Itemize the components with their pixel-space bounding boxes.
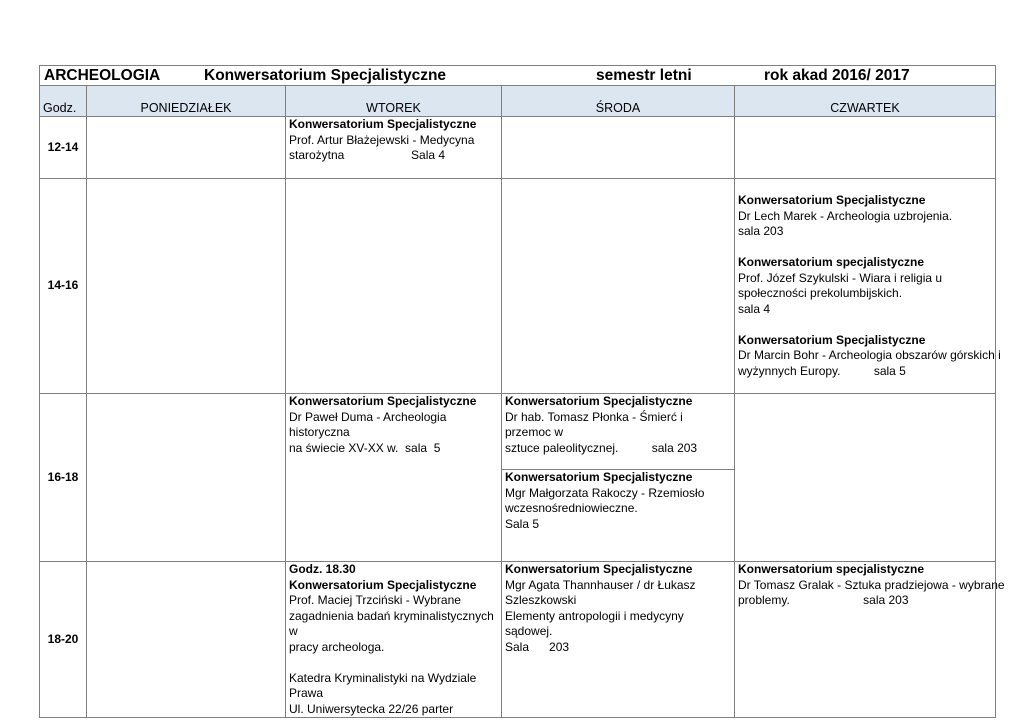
class-line: Ul. Uniwersytecka 22/26 parter bbox=[289, 701, 454, 716]
class-title: Konwersatorium Specjalistyczne bbox=[738, 332, 926, 347]
header-monday: PONIEDZIAŁEK bbox=[87, 86, 286, 117]
time-cell: 18-20 bbox=[40, 562, 87, 718]
class-line: Szleszkowski bbox=[505, 593, 577, 607]
class-line: wyżynnych Europy. sala 5 bbox=[738, 363, 906, 378]
class-line: Dr hab. Tomasz Płonka - Śmierć i przemoc w bbox=[505, 409, 683, 439]
empty-cell bbox=[502, 117, 735, 179]
class-title: Konwersatorium specjalistyczne bbox=[738, 562, 925, 576]
class-cell bbox=[286, 562, 502, 718]
class-cell bbox=[735, 179, 1001, 394]
class-cell bbox=[735, 562, 1005, 718]
class-line: Dr Lech Marek - Archeologia uzbrojenia. bbox=[738, 208, 953, 223]
title-cell bbox=[40, 66, 996, 86]
academic-year: rok akad 2016/ 2017 bbox=[764, 67, 910, 84]
class-line: Sala 203 bbox=[505, 639, 570, 654]
empty-cell bbox=[87, 562, 286, 718]
class-cell bbox=[286, 394, 502, 562]
class-line: Sala 5 bbox=[505, 516, 540, 531]
class-line: Prof. Maciej Trzciński - Wybrane bbox=[289, 593, 461, 607]
header-wednesday: ŚRODA bbox=[502, 86, 735, 117]
class-line: Mgr Agata Thannhauser / dr Łukasz bbox=[505, 577, 696, 592]
row-18-20 bbox=[40, 562, 996, 718]
class-line: starożytna Sala 4 bbox=[289, 148, 446, 162]
class-line: problemy. sala 203 bbox=[738, 593, 909, 607]
class-line: Katedra Kryminalistyki na Wydziale Prawa bbox=[289, 670, 477, 700]
class-line: Dr Marcin Bohr - Archeologia obszarów górskich i bbox=[738, 348, 1001, 362]
class-line: Mgr Małgorzata Rakoczy - Rzemiosło bbox=[505, 485, 705, 500]
dept-title: ARCHEOLOGIA bbox=[44, 67, 161, 84]
time-cell: 16-18 bbox=[40, 394, 87, 562]
class-cell bbox=[286, 117, 502, 179]
class-cell bbox=[502, 394, 735, 470]
class-line: zagadnienia badań kryminalistycznych w bbox=[289, 608, 494, 638]
class-line: Dr Paweł Duma - Archeologia historyczna bbox=[289, 409, 447, 439]
class-line: Prof. Artur Błażejewski - Medycyna bbox=[289, 132, 475, 147]
header-row bbox=[40, 86, 996, 117]
time-cell: 12-14 bbox=[40, 117, 87, 179]
class-line: sala 203 bbox=[738, 224, 784, 238]
empty-cell bbox=[87, 179, 286, 394]
empty-cell bbox=[735, 394, 996, 562]
class-line: wczesnośredniowieczne. bbox=[505, 501, 638, 515]
row-16-18 bbox=[40, 394, 996, 470]
schedule-table bbox=[39, 65, 1005, 718]
empty-cell bbox=[87, 394, 286, 562]
class-title: Konwersatorium Specjalistyczne bbox=[289, 117, 477, 131]
header-tuesday: WTOREK bbox=[286, 86, 502, 117]
header-thursday: CZWARTEK bbox=[735, 86, 996, 117]
header-godz: Godz. bbox=[40, 86, 87, 117]
course-type: Konwersatorium Specjalistyczne bbox=[204, 67, 447, 84]
class-line: Dr Tomasz Gralak - Sztuka pradziejowa - wybrane bbox=[738, 577, 1005, 592]
class-title: Konwersatorium Specjalistyczne bbox=[505, 562, 693, 576]
class-line: społeczności prekolumbijskich. bbox=[738, 286, 903, 300]
time-cell: 14-16 bbox=[40, 179, 87, 394]
empty-cell bbox=[502, 179, 735, 394]
class-line: Prof. Józef Szykulski - Wiara i religia u bbox=[738, 270, 943, 285]
class-title: Konwersatorium Specjalistyczne bbox=[289, 577, 477, 592]
class-line: Elementy antropologii i medycyny sądowej. bbox=[505, 608, 684, 638]
class-title: Konwersatorium Specjalistyczne bbox=[505, 394, 693, 408]
class-time: Godz. 18.30 bbox=[289, 562, 356, 576]
class-title: Konwersatorium Specjalistyczne bbox=[738, 193, 926, 207]
empty-cell bbox=[286, 179, 502, 394]
class-line: sztuce paleolitycznej. sala 203 bbox=[505, 440, 698, 455]
row-14-16 bbox=[40, 179, 996, 394]
class-line: sala 4 bbox=[738, 301, 771, 316]
class-cell bbox=[502, 470, 735, 562]
empty-cell bbox=[735, 117, 996, 179]
class-cell bbox=[502, 562, 735, 718]
class-title: Konwersatorium Specjalistyczne bbox=[289, 394, 477, 408]
class-title: Konwersatorium Specjalistyczne bbox=[505, 470, 693, 484]
empty-cell bbox=[87, 117, 286, 179]
class-line: pracy archeologa. bbox=[289, 639, 385, 654]
title-row bbox=[40, 66, 996, 86]
semester-label: semestr letni bbox=[596, 67, 692, 84]
class-title: Konwersatorium specjalistyczne bbox=[738, 255, 925, 269]
row-12-14 bbox=[40, 117, 996, 179]
class-line: na świecie XV-XX w. sala 5 bbox=[289, 440, 441, 455]
